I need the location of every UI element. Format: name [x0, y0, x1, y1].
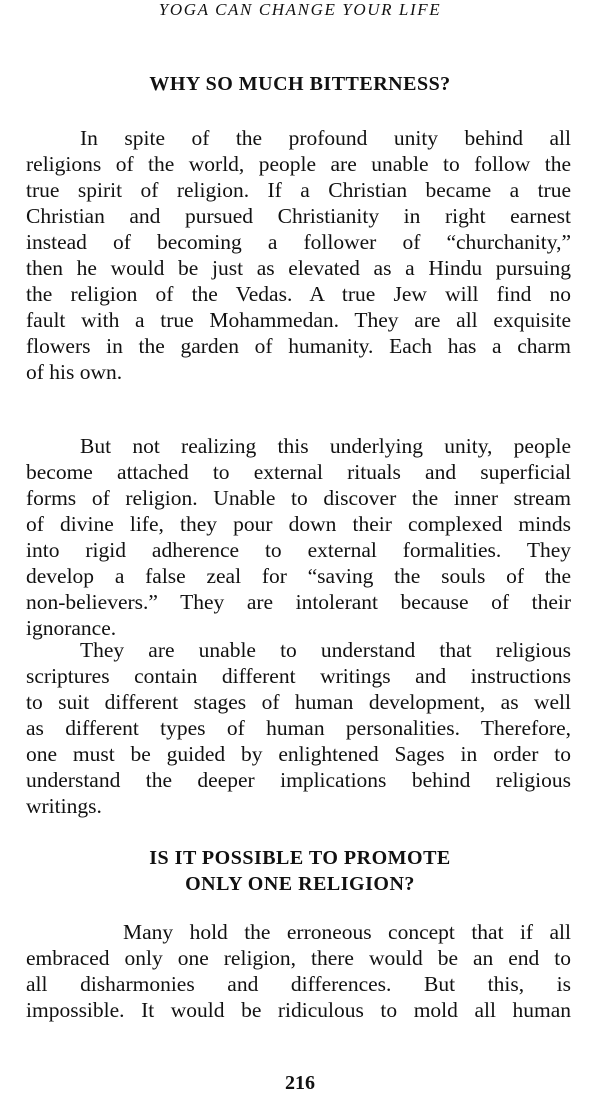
text-line: of his own.	[26, 360, 123, 384]
text-line: writings.	[26, 794, 102, 818]
text-line: In spite of the profound unity behind all	[80, 126, 571, 150]
text-line: to suit different stages of human development, as well	[26, 690, 571, 714]
text-line: They are unable to understand that religious	[80, 638, 571, 662]
text-line: develop a false zeal for “saving the souls of the	[26, 564, 571, 588]
text-line: one must be guided by enlightened Sages in order to	[26, 742, 571, 766]
text-line: embraced only one religion, there would be an end to	[26, 946, 571, 970]
text-line: non-believers.” They are intolerant because of their	[26, 590, 571, 614]
section-heading-bitterness: WHY SO MUCH BITTERNESS?	[149, 73, 451, 95]
section-heading-line: ONLY ONE RELIGION?	[185, 873, 415, 895]
text-line: all disharmonies and differences. But this, is	[26, 972, 571, 996]
text-line: the religion of the Vedas. A true Jew will find no	[26, 282, 571, 306]
text-line: of divine life, they pour down their complexed minds	[26, 512, 571, 536]
text-line: Christian and pursued Christianity in right earnest	[26, 204, 571, 228]
text-line: scriptures contain different writings and instructions	[26, 664, 571, 688]
text-line: instead of becoming a follower of “churchanity,”	[26, 230, 571, 254]
text-line: become attached to external rituals and superficial	[26, 460, 571, 484]
text-line: flowers in the garden of humanity. Each has a charm	[26, 334, 571, 358]
text-line: But not realizing this underlying unity, people	[80, 434, 571, 458]
paragraph-erroneous-concept	[26, 919, 571, 1023]
text-line: true spirit of religion. If a Christian became a true	[26, 178, 571, 202]
text-line: impossible. It would be ridiculous to mold all human	[26, 998, 571, 1022]
text-line: into rigid adherence to external formalities. They	[26, 538, 571, 562]
paragraph-rituals	[26, 433, 571, 641]
text-line: as different types of human personalities. Therefore,	[26, 716, 571, 740]
paragraph-scriptures	[26, 637, 571, 819]
page-number: 216	[285, 1072, 315, 1094]
text-line: then he would be just as elevated as a Hindu pursuing	[26, 256, 571, 280]
section-heading-line: IS IT POSSIBLE TO PROMOTE	[149, 847, 451, 869]
text-line: religions of the world, people are unable to follow the	[26, 152, 571, 176]
text-line: ignorance.	[26, 616, 117, 640]
paragraph-unity	[26, 125, 571, 385]
text-line: Many hold the erroneous concept that if all	[123, 920, 571, 944]
text-line: understand the deeper implications behind religious	[26, 768, 571, 792]
text-line: forms of religion. Unable to discover the inner stream	[26, 486, 571, 510]
text-line: fault with a true Mohammedan. They are all exquisite	[26, 308, 571, 332]
running-head: YOGA CAN CHANGE YOUR LIFE	[158, 0, 442, 19]
section-heading-one-religion	[0, 845, 600, 897]
